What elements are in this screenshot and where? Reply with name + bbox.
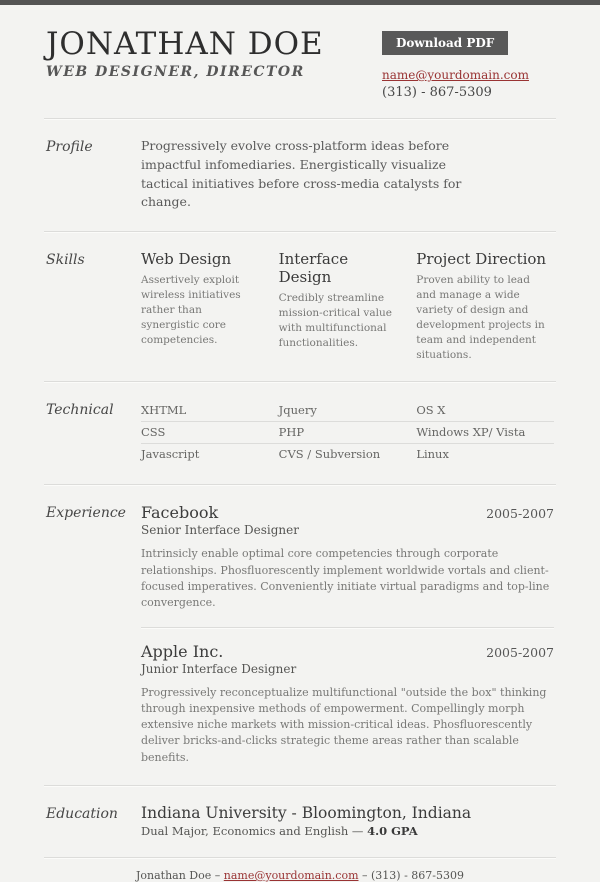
education-gpa: 4.0 GPA [367, 823, 418, 838]
skill-column [416, 250, 554, 362]
job-company: Facebook [141, 503, 219, 523]
tech-cell: Linux [416, 447, 449, 462]
tech-cell: PHP [279, 422, 417, 444]
profile-label: Profile [46, 139, 93, 155]
skill-text: Assertively exploit wireless initiatives rather than synergistic core competencies. [141, 274, 241, 346]
skill-column [279, 250, 417, 362]
tech-cell: CVS / Subversion [278, 447, 381, 462]
technical-label: Technical [46, 402, 114, 419]
technical-table [141, 400, 554, 465]
footer [44, 859, 556, 882]
contact-block [382, 27, 554, 100]
tech-cell: CSS [141, 422, 279, 444]
technical-section [44, 383, 556, 484]
skills-section [44, 233, 556, 381]
job-company: Apple Inc. [141, 641, 224, 661]
skill-text: Credibly streamline mission-critical value with multifunctional functionalities. [278, 292, 392, 349]
education-school: Indiana University - Bloomington, Indiana [141, 803, 472, 822]
footer-name: Jonathan Doe – [135, 868, 221, 882]
profile-text: Progressively evolve cross-platform ideas before impactful infomediaries. Energistically visualize tactical initiatives before cross-media catalysts for change. [141, 138, 462, 210]
skill-title: Project Direction [416, 250, 547, 268]
tech-cell: Javascript [141, 447, 200, 462]
footer-phone: – (313) - 867-5309 [362, 868, 464, 882]
skill-title: Web Design [141, 250, 232, 268]
job-description: Intrinsicly enable optimal core competencies through corporate relationships. Phosfluorescently implement worldwide vortals and client-focused imperatives. Conveniently initiate virtual paradigms and top-line convergence. [141, 547, 550, 610]
table-row [141, 444, 554, 466]
skills-label: Skills [46, 252, 85, 268]
person-name: JONATHAN DOE [46, 26, 324, 62]
download-pdf-button[interactable]: Download PDF [382, 31, 508, 55]
table-row [141, 400, 554, 422]
profile-section [44, 120, 556, 231]
skill-title: Interface Design [278, 250, 349, 286]
skill-column [141, 250, 279, 362]
education-section [44, 787, 556, 857]
table-row [141, 422, 554, 444]
person-role: WEB DESIGNER, DIRECTOR [46, 64, 305, 81]
job-divider [141, 627, 554, 629]
job-dates: 2005-2007 [486, 644, 554, 660]
email-link[interactable]: name@yourdomain.com [382, 68, 529, 82]
education-label: Education [46, 805, 118, 822]
identity-block [46, 27, 324, 100]
tech-cell: Jquery [279, 400, 417, 422]
job-title: Junior Interface Designer [141, 661, 297, 676]
experience-item [141, 503, 554, 611]
education-detail-text: Dual Major, Economics and English — [141, 823, 368, 838]
phone-number: (313) - 867-5309 [382, 85, 492, 100]
job-description: Progressively reconceptualize multifunctional "outside the box" thinking through inexpensive methods of empowerment. Compellingly morph extensive niche markets with mission-critical ideas. Phosfluorescently deliver bricks-and-clicks strategic theme areas rather than scalable benefits. [141, 685, 547, 764]
job-title: Senior Interface Designer [141, 523, 299, 538]
header [44, 5, 556, 118]
tech-cell: Windows XP/ Vista [416, 422, 554, 444]
education-detail [141, 824, 554, 838]
experience-section [44, 486, 556, 784]
experience-label: Experience [46, 505, 126, 522]
experience-item [141, 642, 554, 766]
footer-email-link[interactable]: name@yourdomain.com [223, 868, 359, 882]
job-dates: 2005-2007 [486, 506, 554, 522]
resume-page [0, 5, 600, 882]
tech-cell: OS X [416, 400, 554, 422]
skill-text: Proven ability to lead and manage a wide variety of design and development projects in team and independent situations. [416, 274, 545, 361]
tech-cell: XHTML [141, 400, 279, 422]
